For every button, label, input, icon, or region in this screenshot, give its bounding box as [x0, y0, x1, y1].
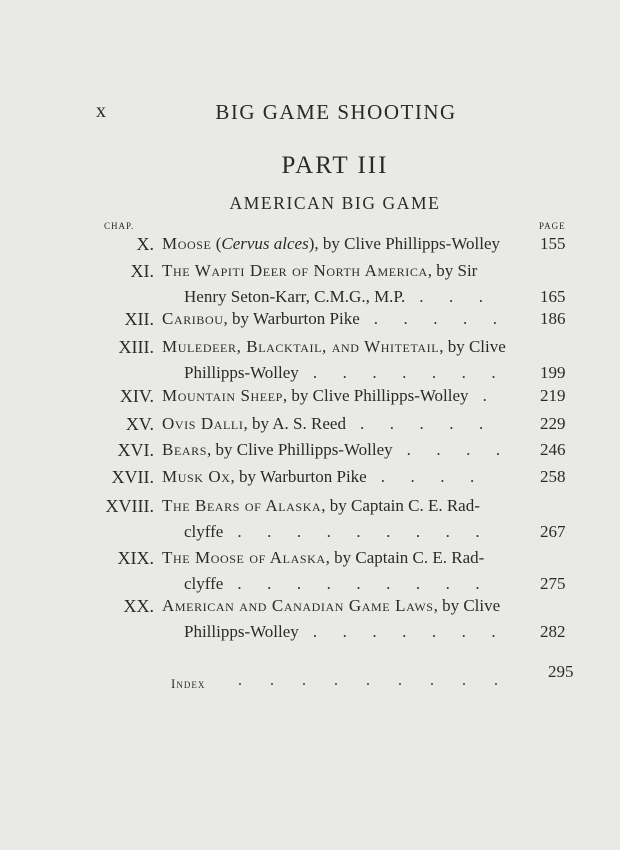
- leader-dots: . . . . . . .: [312, 622, 496, 641]
- page-number: 155: [540, 234, 566, 253]
- chapter-title: Ovis Dalli, by A. S. Reed: [162, 414, 346, 433]
- running-head: BIG GAME SHOOTING: [215, 100, 457, 124]
- chapter-title: Mountain Sheep, by Clive Phillipps-Wolley: [162, 386, 469, 405]
- chapter-title: Bears, by Clive Phillipps-Wolley: [162, 440, 393, 459]
- chapter-title: clyffe: [184, 574, 224, 593]
- toc-entry-line: [0, 337, 620, 363]
- chapter-title: The Wapiti Deer of North America, by Sir: [162, 261, 478, 280]
- leader-dots: . . . .: [406, 440, 501, 459]
- column-page-label: PAGE: [539, 221, 566, 231]
- page-number: 267: [540, 522, 566, 541]
- chapter-number: XIV.: [119, 386, 154, 406]
- toc-entry-line: [0, 309, 620, 335]
- page-number: 219: [540, 386, 566, 405]
- part-subtitle: AMERICAN BIG GAME: [229, 193, 441, 213]
- chapter-number: XX.: [123, 596, 154, 616]
- chapter-number: XIX.: [117, 548, 154, 568]
- part-title: PART III: [281, 152, 389, 179]
- chapter-number: XV.: [125, 414, 154, 434]
- toc-entry-line: [0, 414, 620, 440]
- page-number: 282: [540, 622, 566, 641]
- chapter-number: XI.: [130, 261, 154, 281]
- page-number: 199: [540, 363, 566, 382]
- page-folio: x: [96, 100, 107, 122]
- chapter-title: American and Canadian Game Laws, by Clive: [162, 596, 501, 615]
- index-label: Index: [171, 676, 206, 691]
- chapter-title: Caribou, by Warburton Pike: [162, 309, 360, 328]
- chapter-number: XVI.: [117, 440, 154, 460]
- chapter-title: Phillipps-Wolley: [184, 363, 299, 382]
- leader-dots: . . . . . . . . .: [237, 522, 480, 541]
- toc-entry-line: [0, 261, 620, 287]
- chapter-title: Moose (Cervus alces), by Clive Phillipps-Wolley: [162, 234, 501, 253]
- leader-dots: . . .: [419, 287, 483, 306]
- index-page-number: 295: [548, 662, 574, 681]
- chapter-number: XIII.: [118, 337, 154, 357]
- toc-entry-line: [0, 234, 620, 260]
- toc-entry-line: [0, 548, 620, 574]
- toc-entry-line: [0, 622, 620, 648]
- chapter-number: XVIII.: [105, 496, 154, 516]
- index-leader-dots: . . . . . . . . .: [238, 672, 498, 689]
- leader-dots: .: [482, 386, 487, 405]
- toc-entry-line: [0, 522, 620, 548]
- leader-dots: . . . . . . . . .: [237, 574, 480, 593]
- toc-entry-line: [0, 467, 620, 493]
- column-chap-label: CHAP.: [104, 221, 135, 231]
- chapter-title: The Moose of Alaska, by Captain C. E. Rad-: [162, 548, 485, 567]
- toc-entry-line: [0, 440, 620, 466]
- toc-entry-line: [0, 496, 620, 522]
- toc-entry-line: [0, 596, 620, 622]
- chapter-number: X.: [136, 234, 154, 254]
- page-number: 258: [540, 467, 566, 486]
- chapter-title: The Bears of Alaska, by Captain C. E. Rad-: [162, 496, 480, 515]
- page-number: 165: [540, 287, 566, 306]
- chapter-title: Muledeer, Blacktail, and Whitetail, by Clive: [162, 337, 506, 356]
- leader-dots: . . . . .: [359, 414, 484, 433]
- leader-dots: . . . . . . .: [312, 363, 496, 382]
- chapter-title: Phillipps-Wolley: [184, 622, 299, 641]
- chapter-number: XII.: [124, 309, 154, 329]
- toc-entry-line: [0, 386, 620, 412]
- chapter-title: Henry Seton-Karr, C.M.G., M.P.: [184, 287, 406, 306]
- page-number: 275: [540, 574, 566, 593]
- page-number: 229: [540, 414, 566, 433]
- leader-dots: . . . . .: [373, 309, 497, 328]
- chapter-title: Musk Ox, by Warburton Pike: [162, 467, 367, 486]
- page-number: 246: [540, 440, 566, 459]
- leader-dots: . . . .: [380, 467, 475, 486]
- page-number: 186: [540, 309, 566, 328]
- chapter-number: XVII.: [111, 467, 154, 487]
- chapter-title: clyffe: [184, 522, 224, 541]
